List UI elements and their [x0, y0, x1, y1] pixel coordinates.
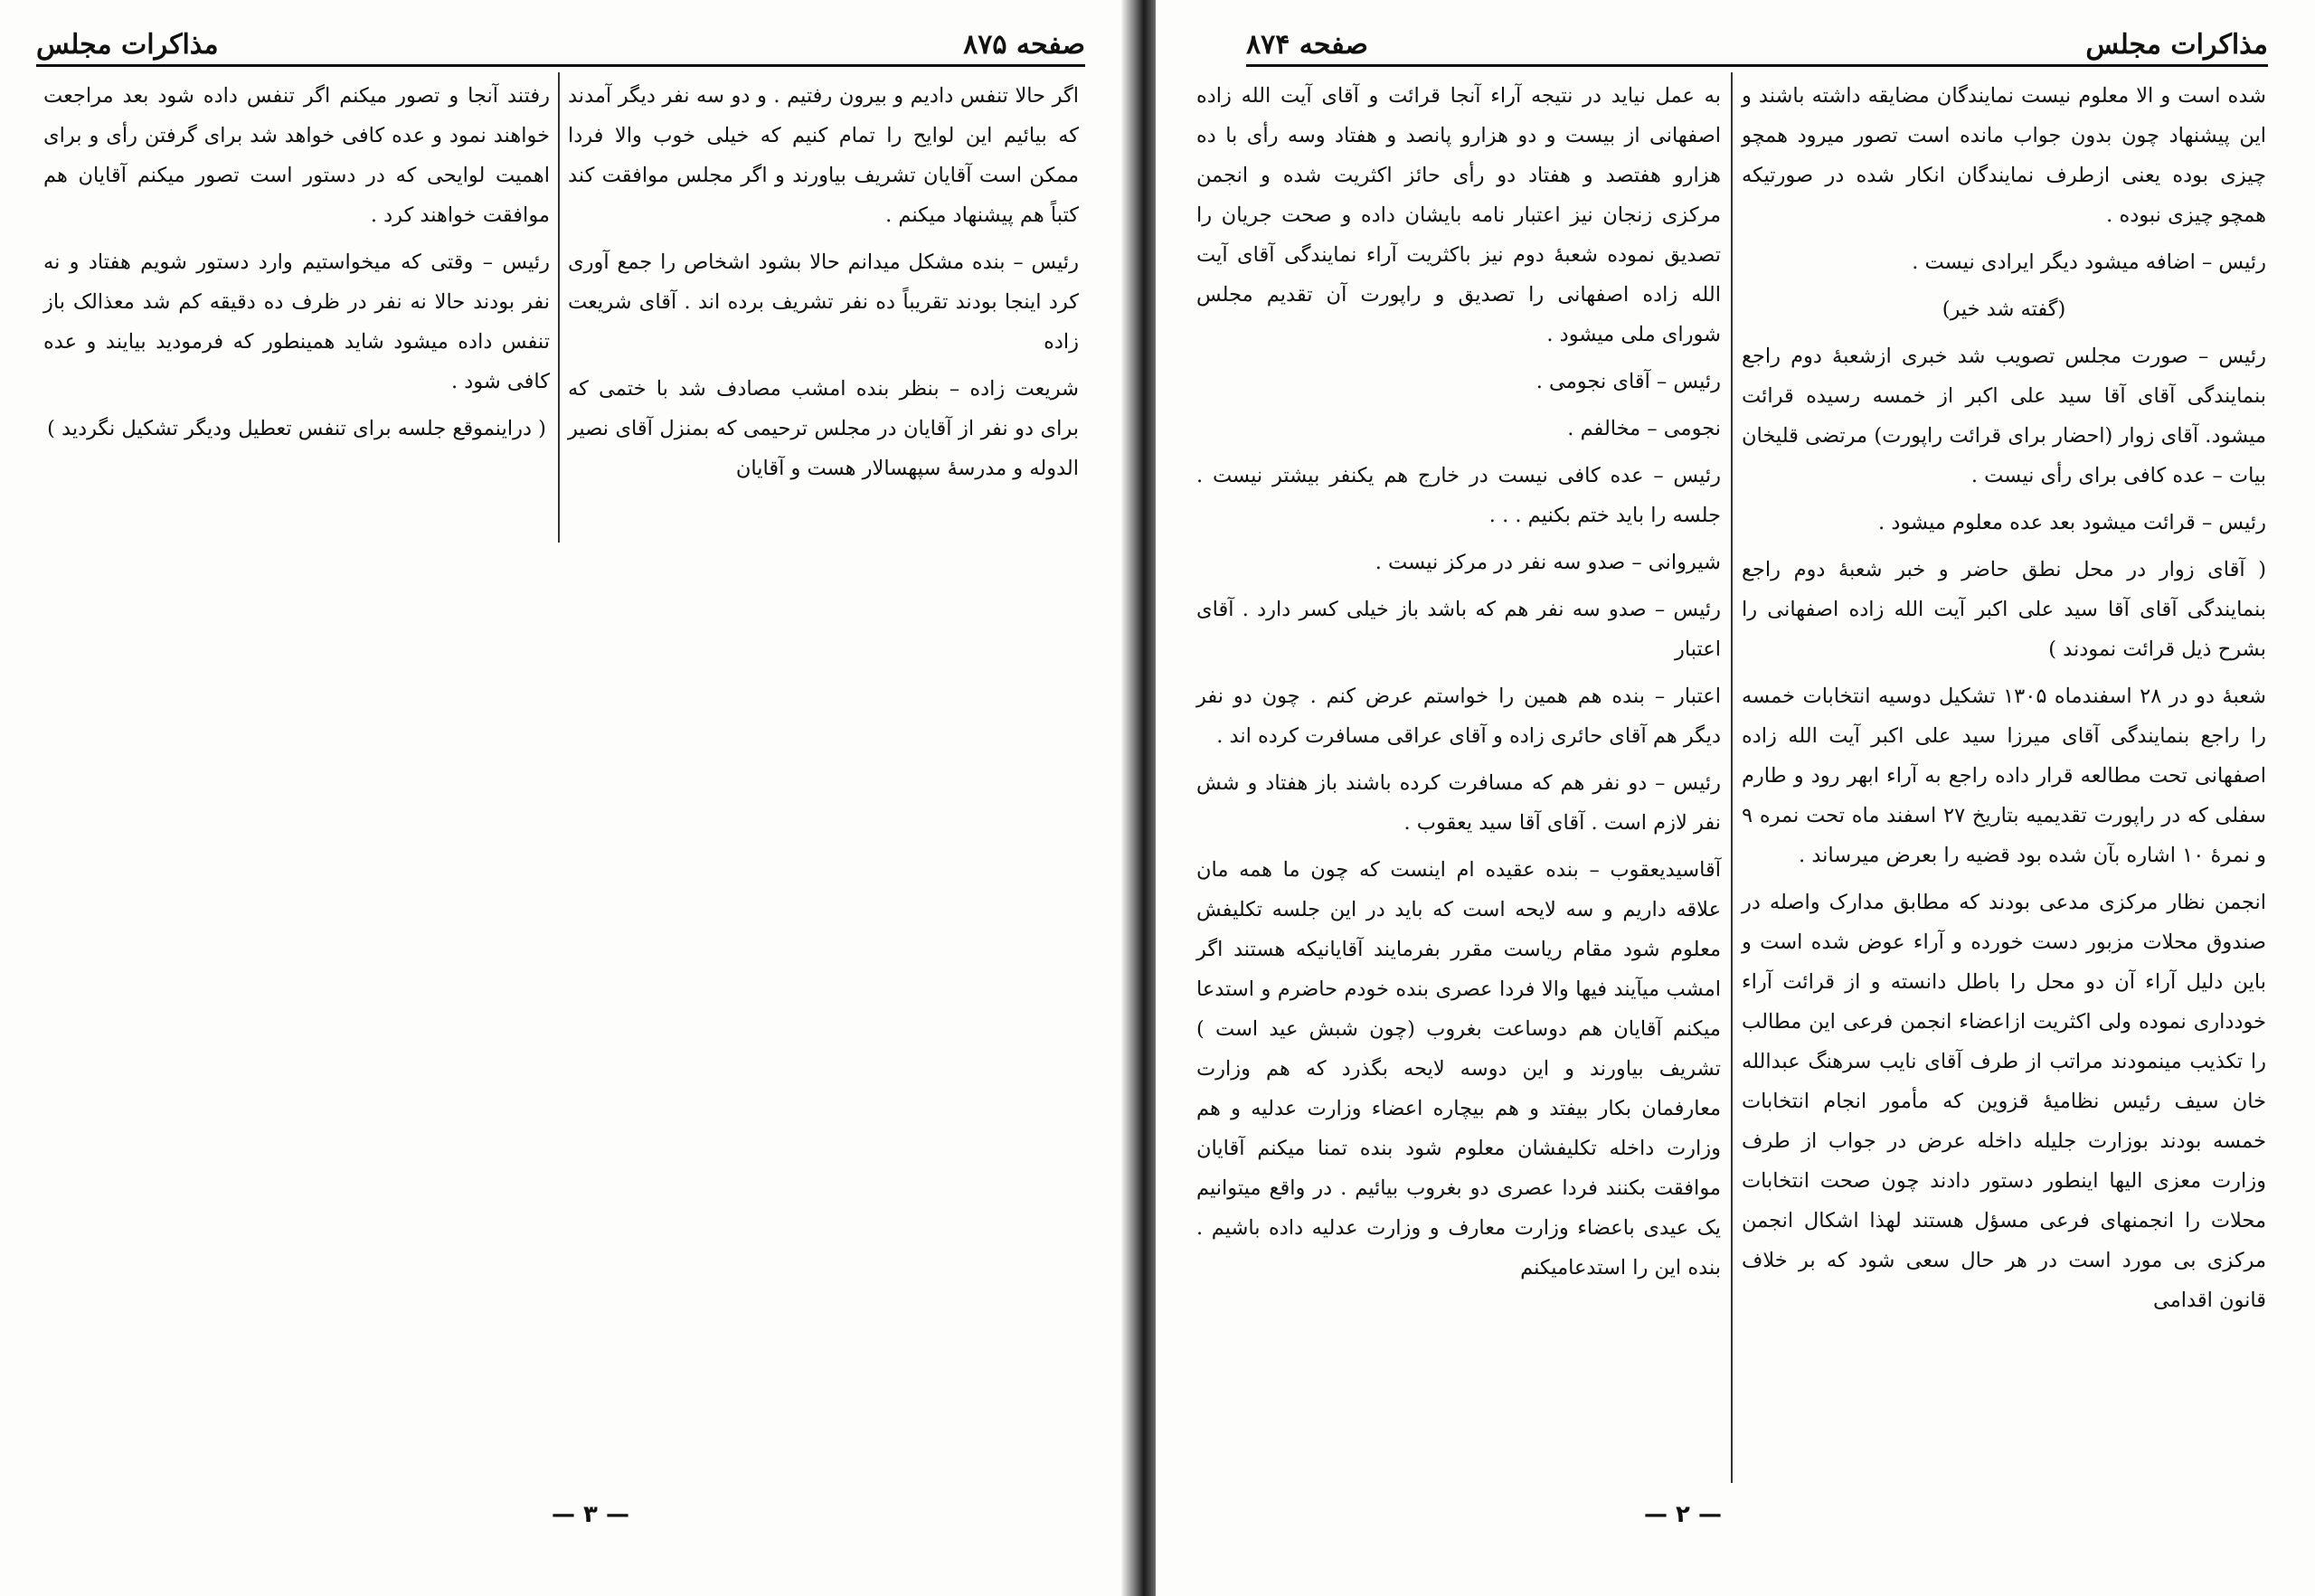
running-title: مذاکرات مجلس [2085, 29, 2268, 61]
paragraph: رئیس – صدو سه نفر هم که باشد باز خیلی کسر دارد . آقای اعتبار [1196, 598, 1721, 661]
paragraph: اگر حالا تنفس دادیم و بیرون رفتیم . و دو سه نفر دیگر آمدند که بیائیم این لوایح را تمام کنیم که خیلی خوب والا فردا ممکن است آقایان تشریف بیاورند و اگر مجلس موافقت کند کتباً هم پیشنهاد میکنم . [568, 84, 1079, 227]
paragraph: رئیس – صورت مجلس تصویب شد خبری ازشعبهٔ دوم راجع بنمایندگی آقای آقا سید علی اکبر از خمسه رسیده قرائت میشود. آقای زوار (احضار برای قرائت راپورت) مرتضی قلیخان بیات – عده کافی برای رأی نیست . [1742, 345, 2266, 487]
page-header [1246, 27, 2268, 67]
paragraph: رئیس – قرائت میشود بعد عده معلوم میشود . [1878, 511, 2266, 534]
paragraph: رئیس – اضافه میشود دیگر ایرادی نیست . [1912, 250, 2266, 274]
session-note: (گفته شد خیر) [1942, 297, 2066, 321]
page-875 [0, 0, 1141, 1596]
paragraph: انجمن نظار مرکزی مدعی بودند که مطابق مدارک واصله در صندوق محلات مزبور دست خورده و آراء عوض شده است و باین دلیل آراء آن دو محل را باطل دانسته و از قرائت آراء خودداری نموده ولی اکثریت ازاعضاء انجمن فرعی این مطالب را تکذیب مینمودند مراتب از طرف آقای نایب سرهنگ عبدالله خان سیف رئیس نظامیهٔ قزوین که مأمور انجام انتخابات خمسه بودند بوزارت جلیله داخله عرض در جواب از طرف وزارت معزی الیها اینطور دستور دادند چون صحت انتخابات محلات را انجمنهای فرعی مسؤل هستند لهذا اشکال انجمن مرکزی بی مورد است در هر حال سعی شود که بر خلاف قانون اقدامی [1742, 891, 2266, 1312]
paragraph: به عمل نیاید در نتیجه آراء آنجا قرائت و آقای آیت الله زاده اصفهانی از بیست و دو هزارو پانصد و هفتاد وسه رأی با ده هزارو هفتصد و هفتاد دو رأی حائز اکثریت شده و انجمن مرکزی زنجان نیز اعتبار نامه بایشان داده و صحت جریان را تصدیق نموده شعبهٔ دوم نیز باکثریت آراء نمایندگی آقای آیت الله زاده اصفهانی را تصدیق و راپورت آن تقدیم مجلس شورای ملی میشود . [1196, 84, 1721, 346]
column-divider [558, 72, 560, 543]
page-label: صفحه ۸۷۵ [963, 29, 1085, 61]
paragraph: ( آقای زوار در محل نطق حاضر و خبر شعبهٔ دوم راجع بنمایندگی آقای آقا سید علی اکبر آیت الله زاده اصفهانی را بشرح ذیل قرائت نمودند ) [1742, 558, 2266, 661]
paragraph: شعبهٔ دو در ۲۸ اسفندماه ۱۳۰۵ تشکیل دوسیه انتخابات خمسه را راجع بنمایندگی آقای میرزا سید علی اکبر آیت الله زاده اصفهانی تحت مطالعه قرار داده راجع به آراء ابهر رود و طارم سفلی که در راپورت تقدیمیه بتاریخ ۲۷ اسفند ماه تحت نمره ۹ و نمرهٔ ۱۰ اشاره بآن شده بود قضیه را بعرض میرساند . [1742, 685, 2266, 867]
paragraph: شریعت زاده – بنظر بنده امشب مصادف شد با ختمی که برای دو نفر از آقایان در مجلس ترحیمی که بمنزل آقای نصیر الدوله و مدرسهٔ سپهسالار هست و آقایان [568, 377, 1079, 480]
paragraph: اعتبار – بنده هم همین را خواستم عرض کنم . چون دو نفر دیگر هم آقای حائری زاده و آقای عراقی مسافرت کرده اند . [1196, 685, 1721, 748]
paragraph: رئیس – دو نفر هم که مسافرت کرده باشند باز هفتاد و شش نفر لازم است . آقای آقا سید یعقوب . [1196, 771, 1721, 835]
page-number: — ۳ — [552, 1501, 629, 1528]
page-label: صفحه ۸۷۴ [1246, 29, 1368, 61]
paragraph: رئیس – وقتی که میخواستیم وارد دستور شویم هفتاد و نه نفر بودند حالا نه نفر در ظرف ده دقیقه کم شد معذالک باز تنفس داده میشود شاید همینطور که فرمودید بیایند و عده کافی شود . [43, 250, 550, 393]
paragraph: رئیس – عده کافی نیست در خارج هم یکنفر بیشتر نیست . جلسه را باید ختم بکنیم . . . [1196, 464, 1721, 527]
paragraph: آقاسیدیعقوب – بنده عقیده ام اینست که چون ما همه مان علاقه داریم و سه لایحه است که باید در این جلسه تکلیفش معلوم شود مقام ریاست مقرر بفرمایند آقایانیکه هستند اگر امشب میآیند فیها والا فردا عصری بنده خودم حاضرم و استدعا میکنم آقایان هم دوساعت بغروب (چون شبش عید است ) تشریف بیاورند و این دوسه لایحه بگذرد که هم وزارت معارفمان بکار بیفتد و هم بیچاره اعضاء وزارت عدلیه و هم وزارت داخله تکلیفشان معلوم شود بنده تمنا میکنم آقایان موافقت بکنند فردا عصری دو بغروب بیائیم . در واقع میتوانیم یک عیدی باعضاء وزارت معارف و وزارت عدلیه داده باشیم . بنده این را استدعامیکنم [1196, 858, 1721, 1280]
paragraph: شیروانی – صدو سه نفر در مرکز نیست . [1375, 551, 1721, 574]
paragraph: شده است و الا معلوم نیست نمایندگان مضایقه داشته باشند و این پیشنهاد چون بدون جواب مانده است تصور میرود همچو چیزی بوده یعنی ازطرف نمایندگان انکار شده در صورتیکه همچو چیزی نبوده . [1742, 84, 2266, 227]
paragraph: رفتند آنجا و تصور میکنم اگر تنفس داده شود بعد مراجعت خواهند نمود و عده کافی خواهد شد برای گرفتن رأی و برای اهمیت لوایحی که در دستور است تصور میکنم آقایان هم موافقت خواهند کرد . [43, 84, 550, 227]
page-number: — ۲ — [1644, 1501, 1722, 1528]
page-874 [1156, 0, 2315, 1596]
running-title: مذاکرات مجلس [36, 29, 219, 61]
session-note: ( دراینموقع جلسه برای تنفس تعطیل ودیگر تشکیل نگردید ) [47, 417, 546, 440]
text-column-right [1742, 76, 2266, 1327]
text-column-left [1196, 76, 1721, 1295]
page-header [36, 27, 1085, 67]
paragraph: نجومی – مخالفم . [1567, 417, 1721, 440]
paragraph: رئیس – بنده مشکل میدانم حالا بشود اشخاص را جمع آوری کرد اینجا بودند تقریباً ده نفر تشریف برده اند . آقای شریعت زاده [568, 250, 1079, 354]
text-column-right [568, 76, 1079, 496]
text-column-left [43, 76, 550, 456]
paragraph: رئیس – آقای نجومی . [1535, 370, 1721, 393]
column-divider [1731, 72, 1733, 1483]
